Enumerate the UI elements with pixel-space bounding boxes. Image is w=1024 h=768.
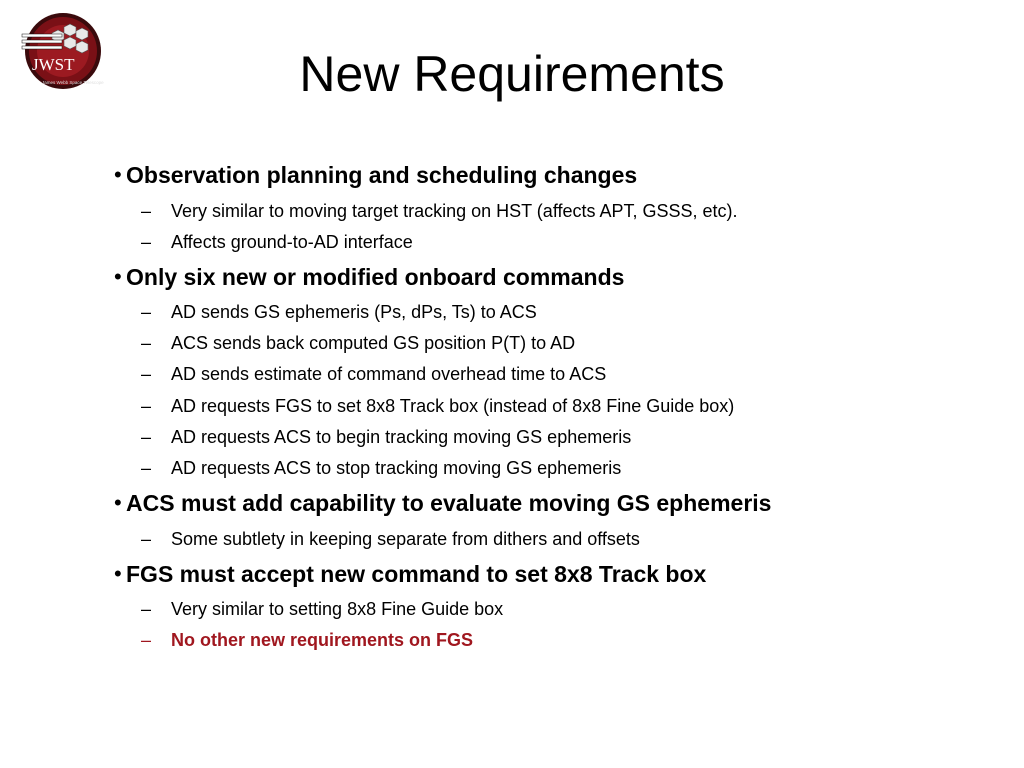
sub-text: AD sends estimate of command overhead time to ACS xyxy=(171,364,607,384)
sub-text: AD requests FGS to set 8x8 Track box (instead of 8x8 Fine Guide box) xyxy=(171,396,735,416)
sub-text-highlighted: No other new requirements on FGS xyxy=(171,630,474,650)
bullet-glyph: • xyxy=(114,490,122,515)
sub-text: AD sends GS ephemeris (Ps, dPs, Ts) to ACS xyxy=(171,302,537,322)
bullet-glyph: • xyxy=(114,162,122,187)
dash-glyph: – xyxy=(141,364,152,384)
dash-glyph: – xyxy=(141,396,152,416)
logo-text: JWST xyxy=(32,55,75,74)
bullet-text: ACS must add capability to evaluate moving GS ephemeris xyxy=(126,490,772,516)
bullet-text: Observation planning and scheduling changes xyxy=(126,162,638,188)
sub-text: Affects ground-to-AD interface xyxy=(171,232,413,252)
dash-glyph: – xyxy=(141,302,152,322)
bullet-text: FGS must accept new command to set 8x8 Track box xyxy=(126,561,707,587)
dash-glyph: – xyxy=(141,630,152,650)
dash-glyph: – xyxy=(141,427,152,447)
sub-text: AD requests ACS to stop tracking moving GS ephemeris xyxy=(171,458,622,478)
slide-title: New Requirements xyxy=(299,46,725,102)
dash-glyph: – xyxy=(141,529,152,549)
sub-text: ACS sends back computed GS position P(T) to AD xyxy=(171,333,576,353)
bullet-text: Only six new or modified onboard commands xyxy=(126,264,625,290)
sub-text: AD requests ACS to begin tracking moving GS ephemeris xyxy=(171,427,632,447)
dash-glyph: – xyxy=(141,458,152,478)
bullet-glyph: • xyxy=(114,264,122,289)
sub-text: Some subtlety in keeping separate from dithers and offsets xyxy=(171,529,640,549)
dash-glyph: – xyxy=(141,201,152,221)
sub-text: Very similar to moving target tracking on HST (affects APT, GSSS, etc). xyxy=(171,201,738,221)
dash-glyph: – xyxy=(141,599,152,619)
dash-glyph: – xyxy=(141,232,152,252)
dash-glyph: – xyxy=(141,333,152,353)
logo-ring-text: James Webb Space Telescope xyxy=(42,80,104,85)
bullet-glyph: • xyxy=(114,561,122,586)
sub-text: Very similar to setting 8x8 Fine Guide box xyxy=(171,599,504,619)
